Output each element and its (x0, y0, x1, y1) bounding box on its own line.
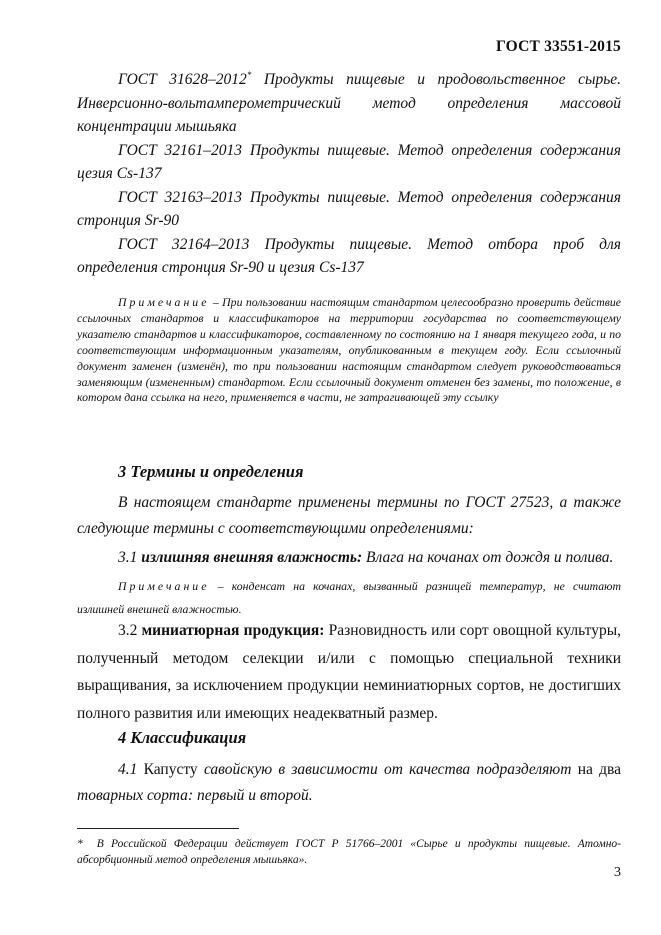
normative-references (77, 64, 621, 280)
page-number: 3 (614, 865, 621, 880)
footnote-divider (77, 828, 239, 829)
section-3-intro: В настоящем стандарте применены термины по ГОСТ 27523, а также следующие термины с соответствующими определениями: (77, 494, 621, 537)
section-3 (77, 462, 621, 482)
term-3-1: 3.1 излишняя внешняя влажность: Влага на кочанах от дождя и полива. (118, 549, 614, 566)
note-text: – При пользовании настоящим стандартом целесообразно проверить действие ссылочных стандартов и классификаторов на территории государства по соответствующему указателю стандартов и классификаторов, составленному по состоянию на 1 января текущего года, и по соответствующим информационным указателям, опубликованным в текущем году. Если ссылочный документ заменен (изменён), то при пользовании настоящим стандартом следует руководствоваться заменяющим (измененным) стандартом. Если ссылочный документ отменен без замены, то положение, в котором дана ссылка на него, применяется в части, не затрагивающей эту ссылку (77, 295, 621, 405)
term-3-1-note: Примечание – конденсат на кочанах, вызванный разницей температур, не считают излишней внешней влажностью. (77, 579, 621, 616)
ref-item: ГОСТ 31628–2012* Продукты пищевые и продовольственное сырье. Инверсионно-вольтамперометрический метод определения массовой концентрации мышьяка (77, 70, 622, 136)
section-heading: 3 Термины и определения (118, 462, 304, 481)
term-name: излишняя внешняя влажность: (141, 549, 363, 566)
term-name: миниатюрная продукция: (141, 622, 325, 639)
ref-item: ГОСТ 32164–2013 Продукты пищевые. Метод отбора проб для определения стронция Sr-90 и цезия Cs-137 (77, 235, 621, 277)
ref-item: ГОСТ 32161–2013 Продукты пищевые. Метод определения содержания цезия Cs-137 (77, 141, 621, 183)
footnote: * В Российской Федерации действует ГОСТ Р 51766–2001 «Сырье и продукты пищевые. Атомно-абсорбционный метод определения мышьяка». (77, 838, 621, 866)
ref-item: ГОСТ 32163–2013 Продукты пищевые. Метод определения содержания стронция Sr-90 (77, 188, 621, 230)
section-4 (77, 728, 621, 748)
term-3-2: 3.2 миниатюрная продукция: Разновидность или сорт овощной культуры, полученный методом селекции и/или с помощью специальной техники выращивания, за исключением продукции неминиатюрных сортов, не достигших полного развития или имеющих неадекватный размер. (77, 622, 621, 722)
note-references (77, 295, 621, 406)
clause-4-1: 4.1 Капусту савойскую в зависимости от качества подразделяют на два товарных сорта: первый и второй. (77, 761, 621, 804)
document-header: ГОСТ 33551-2015 (495, 38, 621, 55)
note-label: Примечание (118, 295, 210, 309)
section-heading: 4 Классификация (118, 728, 247, 747)
